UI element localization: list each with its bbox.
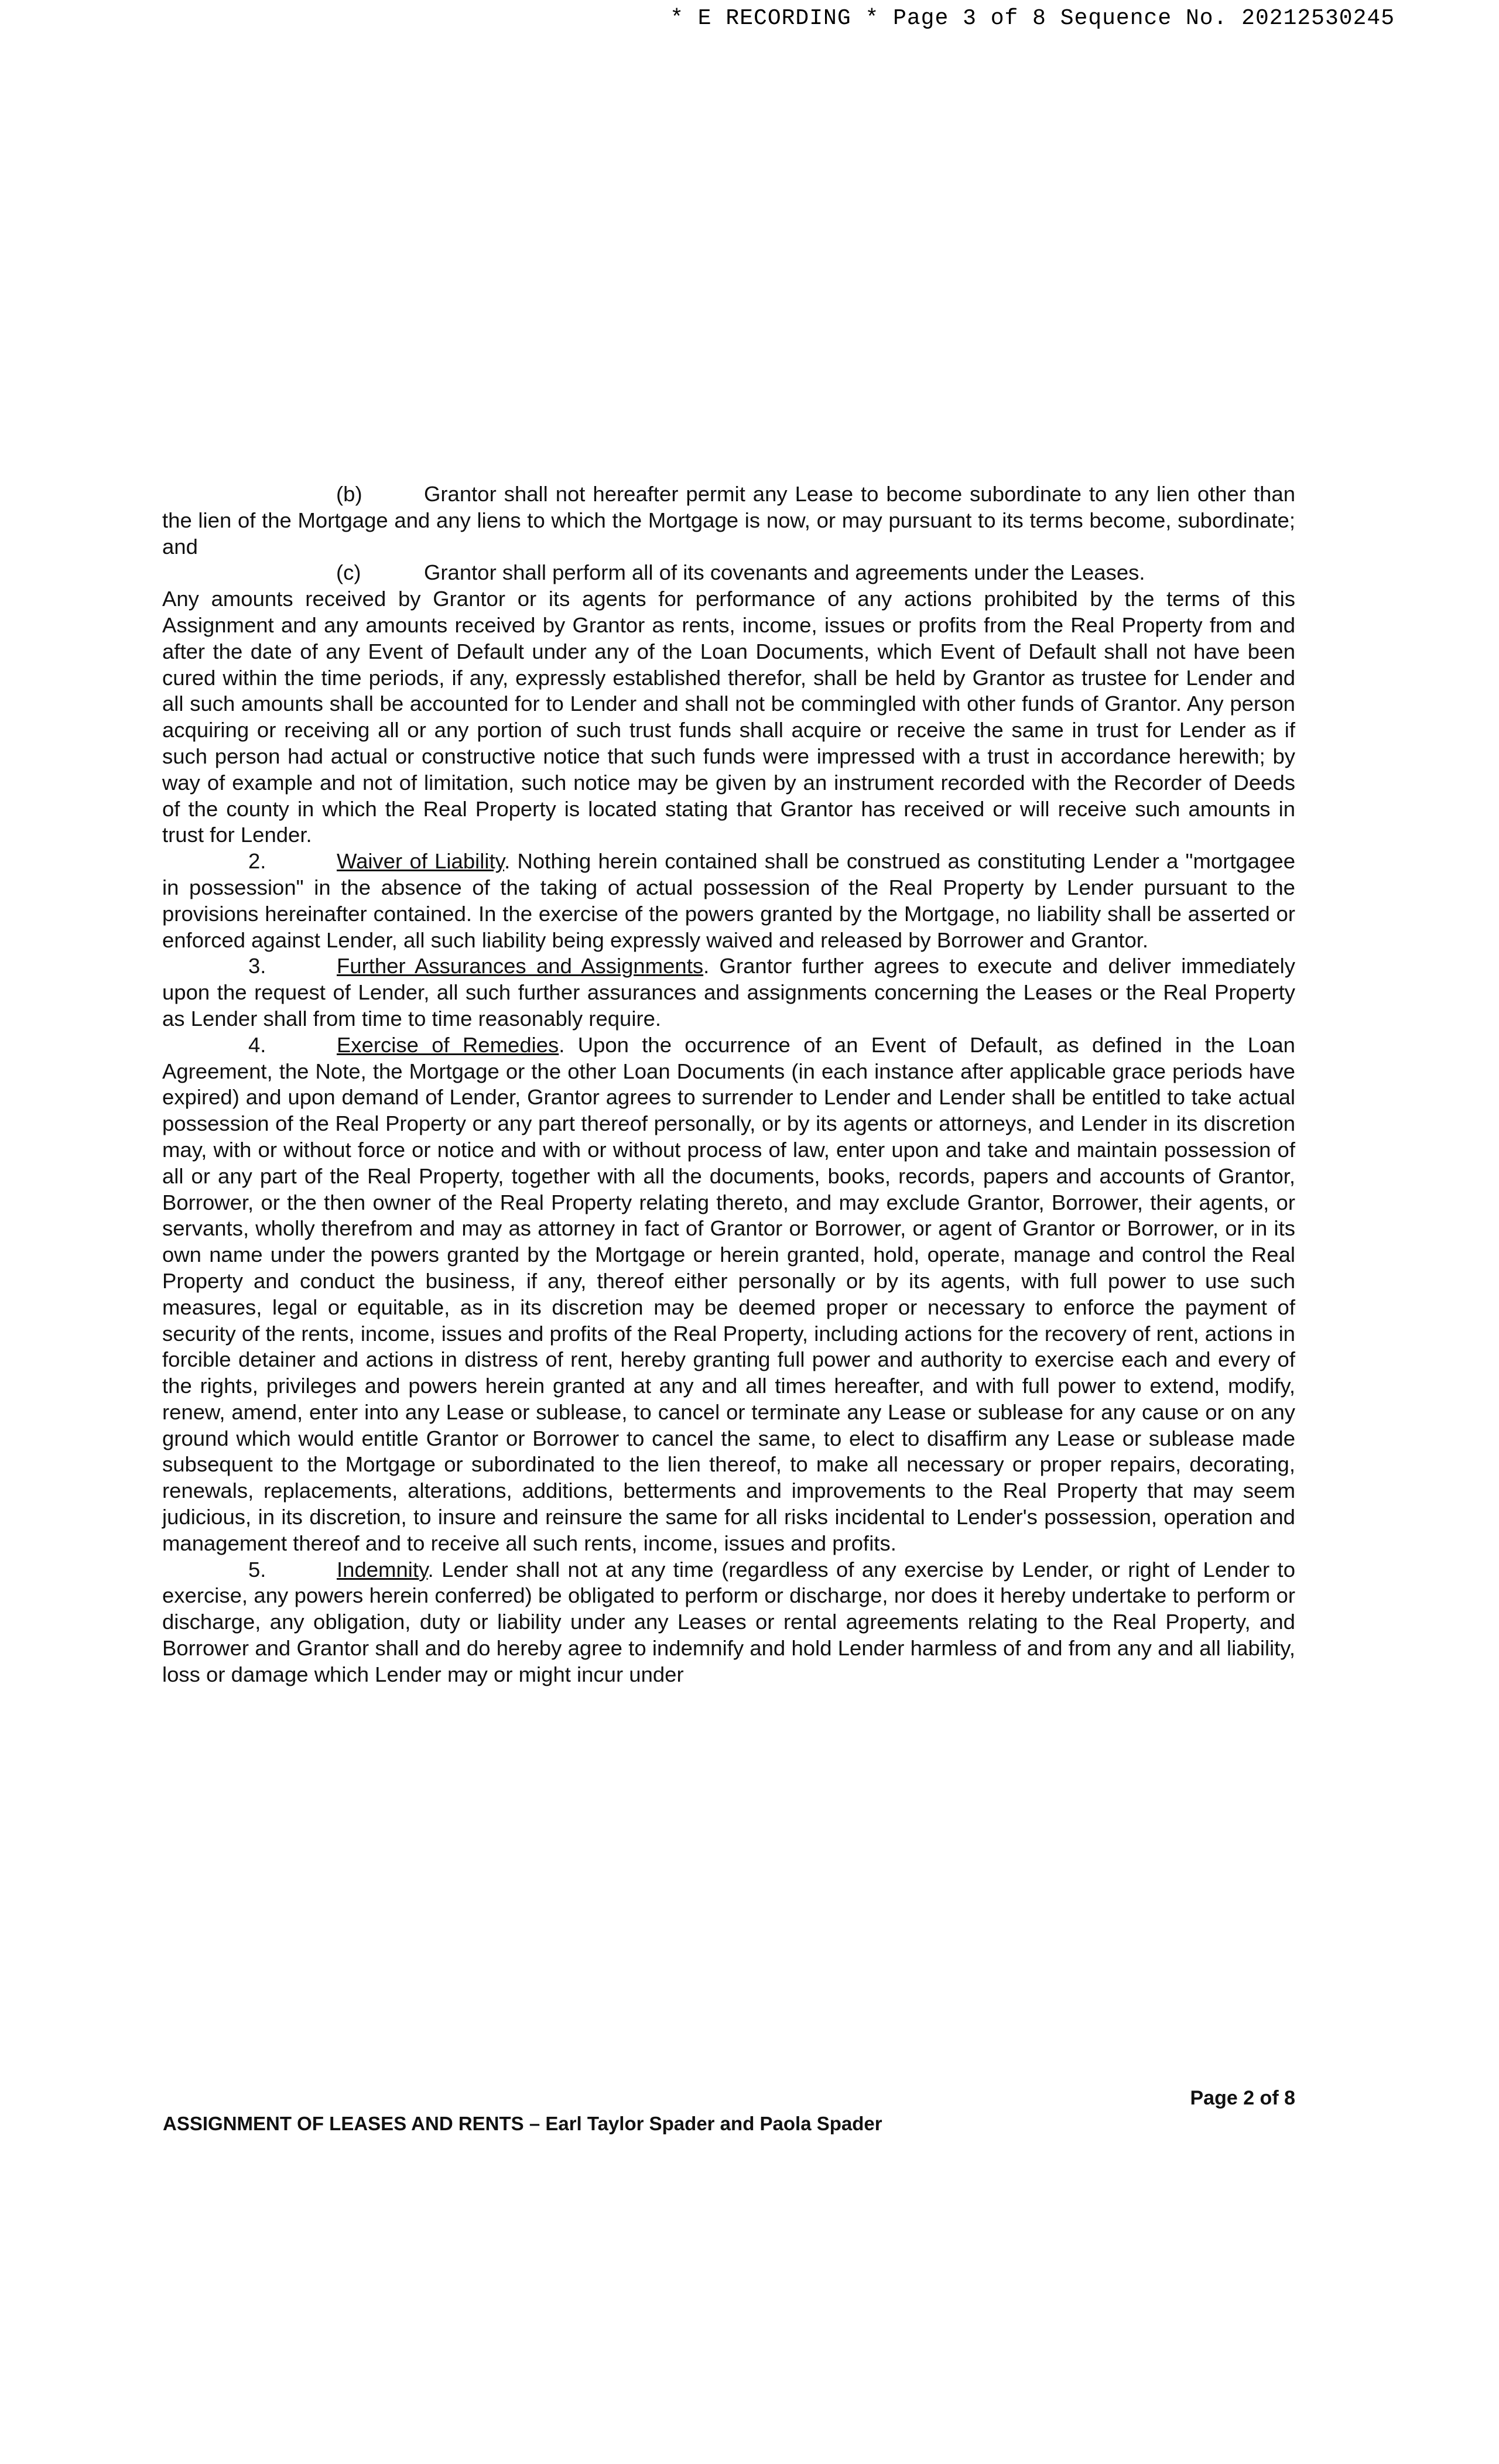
section-3 <box>162 953 1295 1032</box>
section-4-number: 4. <box>248 1032 266 1057</box>
section-5-text: . Lender shall not at any time (regardless of any exercise by Lender, or right of Lender to exercise, any powers herein conferred) be obligated to perform or discharge, nor does it hereby undertake to perform or discharge, any obligation, duty or liability under any Leases or rental agreements relating to the Real Property, and Borrower and Grantor shall and do hereby agree to indemnify and hold Lender harmless of and from any and all liability, loss or damage which Lender may or might incur under <box>162 1557 1295 1686</box>
section-3-heading: Further Assurances and Assignments <box>337 954 704 978</box>
footer-page-number: Page 2 of 8 <box>1190 2087 1295 2109</box>
clause-c <box>162 560 1295 586</box>
clause-b-text: Grantor shall not hereafter permit any Lease to become subordinate to any lien other than the lien of the Mortgage and any liens to which the Mortgage is now, or may pursuant to its terms become, subordinate; and <box>162 482 1295 559</box>
section-5-heading: Indemnity <box>337 1557 428 1582</box>
section-2-text: . Nothing herein contained shall be construed as constituting Lender a "mortgagee in possession" in the absence of the taking of actual possession of the Real Property by Lender pursuant to the provisions hereinafter contained. In the exercise of the powers granted by the Mortgage, no liability shall be asserted or enforced against Lender, all such liability being expressly waived and released by Borrower and Grantor. <box>162 849 1295 952</box>
section-2 <box>162 848 1295 953</box>
section-4-text: . Upon the occurrence of an Event of Default, as defined in the Loan Agreement, the Note, the Mortgage or the other Loan Documents (in each instance after applicable grace periods have expired) and upon demand of Lender, Grantor agrees to surrender to Lender and Lender shall be entitled to take actual possession of the Real Property or any part thereof personally, or by its agents or attorneys, and Lender in its discretion may, with or without force or notice and with or without process of law, enter upon and take and maintain possession of all or any part of the Real Property, together with all the documents, books, records, papers and accounts of Grantor, Borrower, or the then owner of the Real Property relating thereto, and may exclude Grantor, Borrower, their agents, or servants, wholly therefrom and may as attorney in fact of Grantor or Borrower, or agent of Grantor or Borrower, or in its own name under the powers granted by the Mortgage or herein granted, hold, operate, manage and control the Real Property and conduct the business, if any, thereof either personally or by its agents, with full power to use such measures, legal or equitable, as in its discretion may be deemed proper or necessary to enforce the payment of security of the rents, income, issues and profits of the Real Property, including actions for the recovery of rent, actions in forcible detainer and actions in distress of rent, hereby granting full power and authority to exercise each and every of the rights, privileges and powers herein granted at any and all times hereafter, and with full power to extend, modify, renew, amend, enter into any Lease or sublease, to cancel or terminate any Lease or sublease for any cause or on any ground which would entitle Grantor or Borrower to cancel the same, to elect to disaffirm any Lease or sublease made subsequent to the Mortgage or subordinated to the lien thereof, to make all necessary or proper repairs, decorating, renewals, replacements, alterations, additions, betterments and improvements to the Real Property that may seem judicious, in its discretion, to insure and reinsure the same for all risks incidental to Lender's possession, operation and management thereof and to receive all such rents, income, issues and profits. <box>162 1032 1295 1555</box>
recording-header: * E RECORDING * Page 3 of 8 Sequence No. 20212530245 <box>670 6 1395 31</box>
section-4 <box>162 1032 1295 1557</box>
section-3-number: 3. <box>248 954 266 978</box>
section-3-text: . Grantor further agrees to execute and deliver immediately upon the request of Lender, all such further assurances and assignments concerning the Leases or the Real Property as Lender shall from time to time reasonably require. <box>162 954 1295 1031</box>
clause-c-label: (c) <box>336 560 361 585</box>
section-5-number: 5. <box>248 1557 266 1582</box>
document-body <box>162 481 1295 1688</box>
clause-b <box>162 481 1295 560</box>
trust-paragraph: Any amounts received by Grantor or its agents for performance of any actions prohibited by the terms of this Assignment and any amounts received by Grantor as rents, income, issues or profits from the Real Property from and after the date of any Event of Default under any of the Loan Documents, which Event of Default shall not have been cured within the time periods, if any, expressly established therefor, shall be held by Grantor as trustee for Lender and all such amounts shall be accounted for to Lender and shall not be commingled with other funds of Grantor. Any person acquiring or receiving all or any portion of such trust funds shall acquire or receive the same in trust for Lender as if such person had actual or constructive notice that such funds were impressed with a trust in accordance herewith; by way of example and not of limitation, such notice may be given by an instrument recorded with the Recorder of Deeds of the county in which the Real Property is located stating that Grantor has received or will receive such amounts in trust for Lender. <box>162 587 1295 847</box>
clause-b-label: (b) <box>336 482 362 506</box>
section-2-number: 2. <box>248 849 266 874</box>
clause-c-text: Grantor shall perform all of its covenants and agreements under the Leases. <box>424 560 1145 585</box>
footer-document-title: ASSIGNMENT OF LEASES AND RENTS – Earl Taylor Spader and Paola Spader <box>163 2113 882 2134</box>
section-5 <box>162 1557 1295 1688</box>
section-2-heading: Waiver of Liability <box>337 849 505 874</box>
section-4-heading: Exercise of Remedies <box>337 1032 559 1057</box>
